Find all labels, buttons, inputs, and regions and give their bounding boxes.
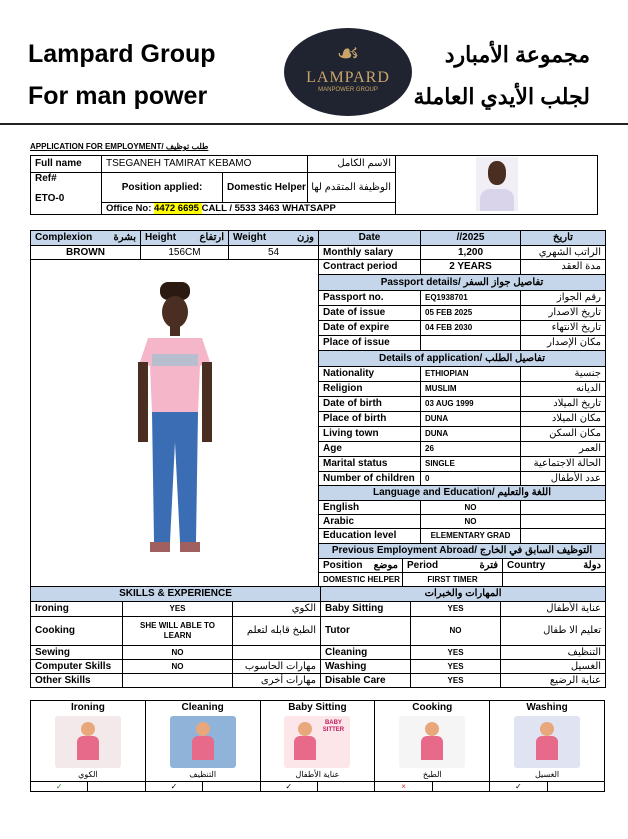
skill-name-ar: التنظيف (501, 646, 606, 660)
date-label: Date (319, 231, 421, 246)
skill-name-ar (233, 646, 321, 660)
applicant-header-table (30, 155, 598, 215)
gallery-check-empty (88, 782, 145, 792)
salary-label: Monthly salary (319, 246, 421, 260)
arabic-value: NO (421, 515, 521, 529)
cleaning-illustration (170, 716, 236, 768)
skill-name-ar: عناية الرضيع (501, 674, 606, 688)
expiry-date-ar: تاريخ الانتهاء (521, 321, 606, 336)
expiry-date-value: 04 FEB 2030 (421, 321, 521, 336)
children-value: 0 (421, 472, 521, 486)
issue-date-value: 05 FEB 2025 (421, 306, 521, 321)
physical-table (30, 230, 319, 587)
details-table (318, 230, 606, 559)
company-name-en: Lampard Group (28, 40, 216, 68)
age-value: 26 (421, 442, 521, 457)
weight-ar: وزن (296, 232, 314, 243)
office-call-number: 4472 6695 (154, 202, 202, 214)
office-whatsapp: CALL / 5533 3463 WHATSAPP (201, 202, 336, 214)
living-town-label: Living town (319, 427, 421, 442)
skill-name: Cooking (31, 617, 123, 646)
prev-period-ar: فترة (479, 559, 498, 571)
full-name-ar: الاسم الكامل (308, 156, 396, 173)
skill-value: YES (411, 674, 501, 688)
gallery-check-empty (432, 782, 489, 792)
passport-no-ar: رقم الجواز (521, 291, 606, 306)
ironing-illustration (55, 716, 121, 768)
gallery-check-empty (547, 782, 604, 792)
height-ar: ارتفاع (199, 232, 224, 243)
skill-value: NO (123, 646, 233, 660)
skill-row (31, 617, 606, 646)
english-value: NO (421, 501, 521, 515)
gallery-title: Cleaning (181, 702, 224, 713)
prev-period-value: FIRST TIMER (403, 573, 503, 587)
gallery-check-empty (317, 782, 374, 792)
skill-row (31, 674, 606, 688)
gallery-title: Ironing (70, 702, 105, 713)
position-ar: الوظيفة المتقدم لها (308, 173, 396, 203)
skill-name-ar: تعليم الا طفال (501, 617, 606, 646)
empty-cell (521, 501, 606, 515)
contract-period-ar: مدة العقد (521, 260, 606, 275)
header-divider (0, 123, 628, 125)
baby-sitting-illustration (284, 716, 350, 768)
dob-value: 03 AUG 1999 (421, 397, 521, 412)
skill-name-ar: الكوي (233, 602, 321, 617)
ref-label: Ref# (31, 173, 102, 185)
office-label: Office No: (106, 202, 155, 214)
form-title: APPLICATION FOR EMPLOYMENT/ طلب توظيف (30, 142, 209, 151)
position-value: Domestic Helper (223, 173, 308, 203)
gallery-title: Baby Sitting (288, 702, 347, 713)
issue-place-label: Place of issue (319, 336, 421, 351)
skill-name: Sewing (31, 646, 123, 660)
skill-value (123, 674, 233, 688)
skill-name: Disable Care (321, 674, 411, 688)
prev-country-value (503, 573, 606, 587)
living-town-ar: مكان السكن (521, 427, 606, 442)
prev-position-label: Position (323, 559, 363, 571)
age-ar: العمر (521, 442, 606, 457)
gallery-title: Cooking (412, 702, 453, 713)
height-label: Height (145, 232, 177, 243)
religion-value: MUSLIM (421, 382, 521, 397)
religion-ar: الديانه (521, 382, 606, 397)
skill-name: Other Skills (31, 674, 123, 688)
company-tagline-en: For man power (28, 82, 208, 110)
gallery-title-ar: الطبخ (422, 770, 442, 779)
skill-name-ar: مهارات الحاسوب (233, 660, 321, 674)
gallery-title-ar: الكوي (78, 770, 98, 779)
salary-value: 1,200 (421, 246, 521, 260)
birthplace-label: Place of birth (319, 412, 421, 427)
ref-value: ETO-0 (31, 185, 102, 215)
children-label: Number of children (319, 472, 421, 486)
skill-value: NO (411, 617, 501, 646)
date-value: //2025 (421, 231, 521, 246)
gallery-item-ironing (31, 701, 146, 782)
skill-row (31, 646, 606, 660)
date-ar: تاريخ (521, 231, 606, 246)
skill-name: Computer Skills (31, 660, 123, 674)
issue-place-value (421, 336, 521, 351)
empty-cell (521, 515, 606, 529)
height-value: 156CM (141, 246, 229, 260)
nationality-ar: جنسية (521, 367, 606, 382)
skill-name-ar: الطبخ قابله لتعلم (233, 617, 321, 646)
gallery-item-baby-sitting (260, 701, 375, 782)
marital-status-label: Marital status (319, 457, 421, 472)
skill-value: NO (123, 660, 233, 674)
religion-label: Religion (319, 382, 421, 397)
marital-status-ar: الحالة الاجتماعية (521, 457, 606, 472)
contract-period-value: 2 YEARS (421, 260, 521, 275)
complexion-value: BROWN (31, 246, 141, 260)
gallery-title-ar: التنظيف (189, 770, 217, 779)
contract-period-label: Contract period (319, 260, 421, 275)
gallery-check-mark: ✓ (260, 782, 317, 792)
gallery-item-cleaning (145, 701, 260, 782)
gallery-title-ar: الغسيل (534, 770, 560, 779)
issue-place-ar: مكان الإصدار (521, 336, 606, 351)
previous-employment-header: Previous Employment Abroad/ التوظيف السابق في الخارج (319, 544, 606, 559)
english-label: English (319, 501, 421, 515)
position-label: Position applied: (102, 173, 223, 203)
skill-row (31, 602, 606, 617)
nationality-value: ETHIOPIAN (421, 367, 521, 382)
salary-ar: الراتب الشهري (521, 246, 606, 260)
issue-date-ar: تاريخ الاصدار (521, 306, 606, 321)
company-logo: ☙ LAMPARD MANPOWER GROUP (284, 28, 412, 116)
gallery-item-washing (490, 701, 605, 782)
dob-label: Date of birth (319, 397, 421, 412)
nationality-label: Nationality (319, 367, 421, 382)
empty-cell (521, 529, 606, 544)
arabic-label: Arabic (319, 515, 421, 529)
company-tagline-ar: لجلب الأيدي العاملة (413, 84, 590, 109)
weight-value: 54 (229, 246, 319, 260)
expiry-date-label: Date of expire (319, 321, 421, 336)
prev-position-value: DOMESTIC HELPER (319, 573, 403, 587)
illustration-caption: BABY SITTER (322, 720, 345, 733)
marital-status-value: SINGLE (421, 457, 521, 472)
weight-label: Weight (233, 232, 267, 243)
complexion-ar: بشرة (113, 232, 136, 243)
age-label: Age (319, 442, 421, 457)
washing-illustration (514, 716, 580, 768)
skills-table (30, 586, 606, 688)
children-ar: عدد الأطفال (521, 472, 606, 486)
education-label: Education level (319, 529, 421, 544)
skill-value: YES (411, 602, 501, 617)
gallery-title: Washing (526, 702, 568, 713)
birthplace-value: DUNA (421, 412, 521, 427)
skill-name: Washing (321, 660, 411, 674)
applicant-thumbnail (396, 156, 598, 215)
skill-value: YES (411, 646, 501, 660)
prev-country-ar: دولة (583, 559, 601, 571)
education-value: ELEMENTARY GRAD (421, 529, 521, 544)
skill-row (31, 660, 606, 674)
skill-name: Tutor (321, 617, 411, 646)
gallery-check-mark: × (375, 782, 432, 792)
skills-header-ar: المهارات والخبرات (321, 587, 606, 602)
passport-no-label: Passport no. (319, 291, 421, 306)
gallery-check-mark: ✓ (31, 782, 88, 792)
company-name-ar: مجموعة الأمبارد (444, 42, 590, 67)
prev-country-label: Country (507, 559, 546, 571)
skills-gallery (30, 700, 605, 792)
skill-name-ar: الغسيل (501, 660, 606, 674)
gallery-item-cooking (375, 701, 490, 782)
full-name-label: Full name (31, 156, 102, 173)
details-section-header: Details of application/ تفاصيل الطلب (319, 351, 606, 367)
passport-section-header: Passport details/ تفاصيل جواز السفر (319, 275, 606, 291)
skill-name: Ironing (31, 602, 123, 617)
prev-position-ar: موضع (373, 559, 398, 571)
dob-ar: تاريخ الميلاد (521, 397, 606, 412)
prev-period-label: Period (407, 559, 439, 571)
skill-name-ar: عناية الأطفال (501, 602, 606, 617)
previous-employment-table (318, 558, 606, 587)
passport-no-value: EQ1938701 (421, 291, 521, 306)
skill-name: Cleaning (321, 646, 411, 660)
language-section-header: Language and Education/ اللغة والتعليم (319, 486, 606, 501)
skill-name: Baby Sitting (321, 602, 411, 617)
skill-value: SHE WILL ABLE TO LEARN (123, 617, 233, 646)
cooking-illustration (399, 716, 465, 768)
complexion-label: Complexion (35, 232, 93, 243)
skill-value: YES (123, 602, 233, 617)
issue-date-label: Date of issue (319, 306, 421, 321)
gallery-check-mark: ✓ (490, 782, 547, 792)
skill-name-ar: مهارات أخرى (233, 674, 321, 688)
living-town-value: DUNA (421, 427, 521, 442)
gallery-title-ar: عناية الأطفال (295, 770, 340, 779)
gallery-check-mark: ✓ (145, 782, 202, 792)
birthplace-ar: مكان الميلاد (521, 412, 606, 427)
skill-value: YES (411, 660, 501, 674)
full-name-value: TSEGANEH TAMIRAT KEBAMO (102, 156, 308, 173)
gallery-check-empty (203, 782, 260, 792)
skills-header-en: SKILLS & EXPERIENCE (31, 587, 321, 602)
full-body-photo (31, 260, 319, 587)
